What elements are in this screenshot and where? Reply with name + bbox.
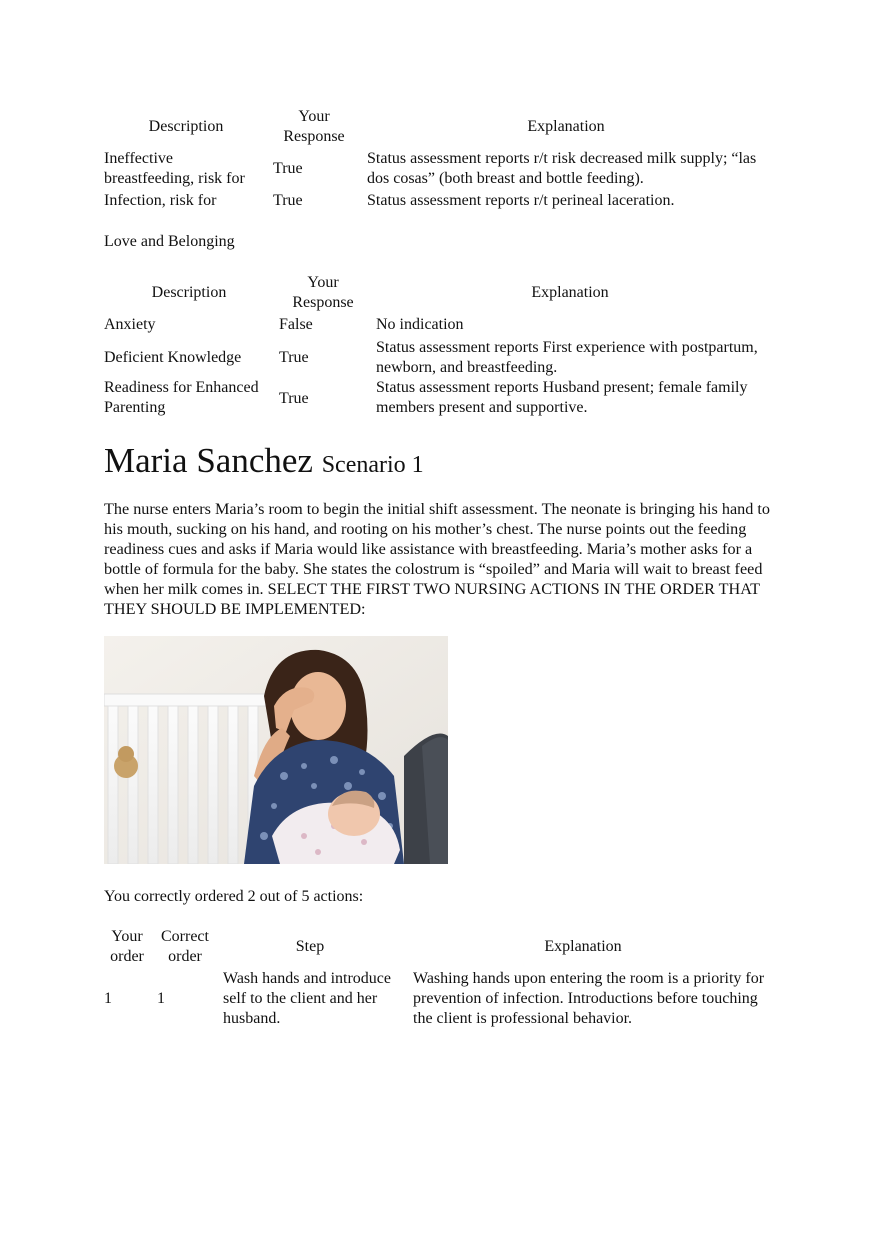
- table1-header-your-response: Your Response: [283, 108, 345, 145]
- table2-row3-response: True: [279, 390, 309, 407]
- table3-row1-step: Wash hands and introduce self to the client and her husband.: [223, 970, 391, 1027]
- table1-row2-response: True: [273, 192, 303, 209]
- table3-header-explanation: Explanation: [544, 938, 622, 955]
- table2-row2-response: True: [279, 349, 309, 366]
- table1-row1-description: Ineffective breastfeeding, risk for: [104, 150, 245, 187]
- section-love-and-belonging: Love and Belonging: [104, 233, 235, 250]
- table3-row1-explanation: Washing hands upon entering the room is a priority for prevention of infection. Introductions before touching the client is professional behavior.: [413, 970, 765, 1027]
- table1-row2-explanation: Status assessment reports r/t perineal laceration.: [367, 192, 675, 209]
- table2-row1-explanation: No indication: [376, 316, 464, 333]
- table1-row2-description: Infection, risk for: [104, 192, 217, 209]
- scenario-paragraph: The nurse enters Maria’s room to begin the initial shift assessment. The neonate is bringing his hand to his mouth, sucking on his hand, and rooting on his mother’s chest. The nurse points out the feeding readiness cues and asks if Maria would like assistance with breastfeeding. Maria’s mother asks for a bottle of formula for the baby. She states the colostrum is “spoiled” and Maria will wait to breast feed when her milk comes in. SELECT THE FIRST TWO NURSING ACTIONS IN THE ORDER THAT THEY SHOULD BE IMPLEMENTED:: [104, 500, 770, 618]
- table3-header-your-order: Your order: [110, 928, 144, 965]
- table2-row3-explanation: Status assessment reports Husband present; female family members present and supportive.: [376, 379, 748, 416]
- table3-row1-your-order: 1: [104, 990, 112, 1007]
- table2-header-your-response: Your Response: [292, 274, 354, 311]
- table1-header-description: Description: [148, 118, 224, 135]
- table2-header-explanation: Explanation: [531, 284, 609, 301]
- scenario-label: Scenario 1: [321, 452, 424, 478]
- table1-row1-explanation: Status assessment reports r/t risk decreased milk supply; “las dos cosas” (both breast and bottle feeding).: [367, 150, 757, 187]
- table2-row2-explanation: Status assessment reports First experience with postpartum, newborn, and breastfeeding.: [376, 339, 758, 376]
- result-summary: You correctly ordered 2 out of 5 actions:: [104, 888, 364, 905]
- table3-header-step: Step: [295, 938, 325, 955]
- table2-row2-description: Deficient Knowledge: [104, 349, 242, 366]
- table1-row1-response: True: [273, 160, 303, 177]
- table1-header-explanation: Explanation: [527, 118, 605, 135]
- table2-row3-description: Readiness for Enhanced Parenting: [104, 379, 259, 416]
- scenario-name: Maria Sanchez: [104, 441, 313, 480]
- scenario-title: [104, 441, 424, 485]
- table3-header-correct-order: Correct order: [161, 928, 209, 965]
- table3-row1-correct-order: 1: [157, 990, 165, 1007]
- table2-header-description: Description: [151, 284, 227, 301]
- mother-baby-photo: [104, 636, 448, 864]
- table2-row1-description: Anxiety: [104, 316, 156, 333]
- table2-row1-response: False: [279, 316, 313, 333]
